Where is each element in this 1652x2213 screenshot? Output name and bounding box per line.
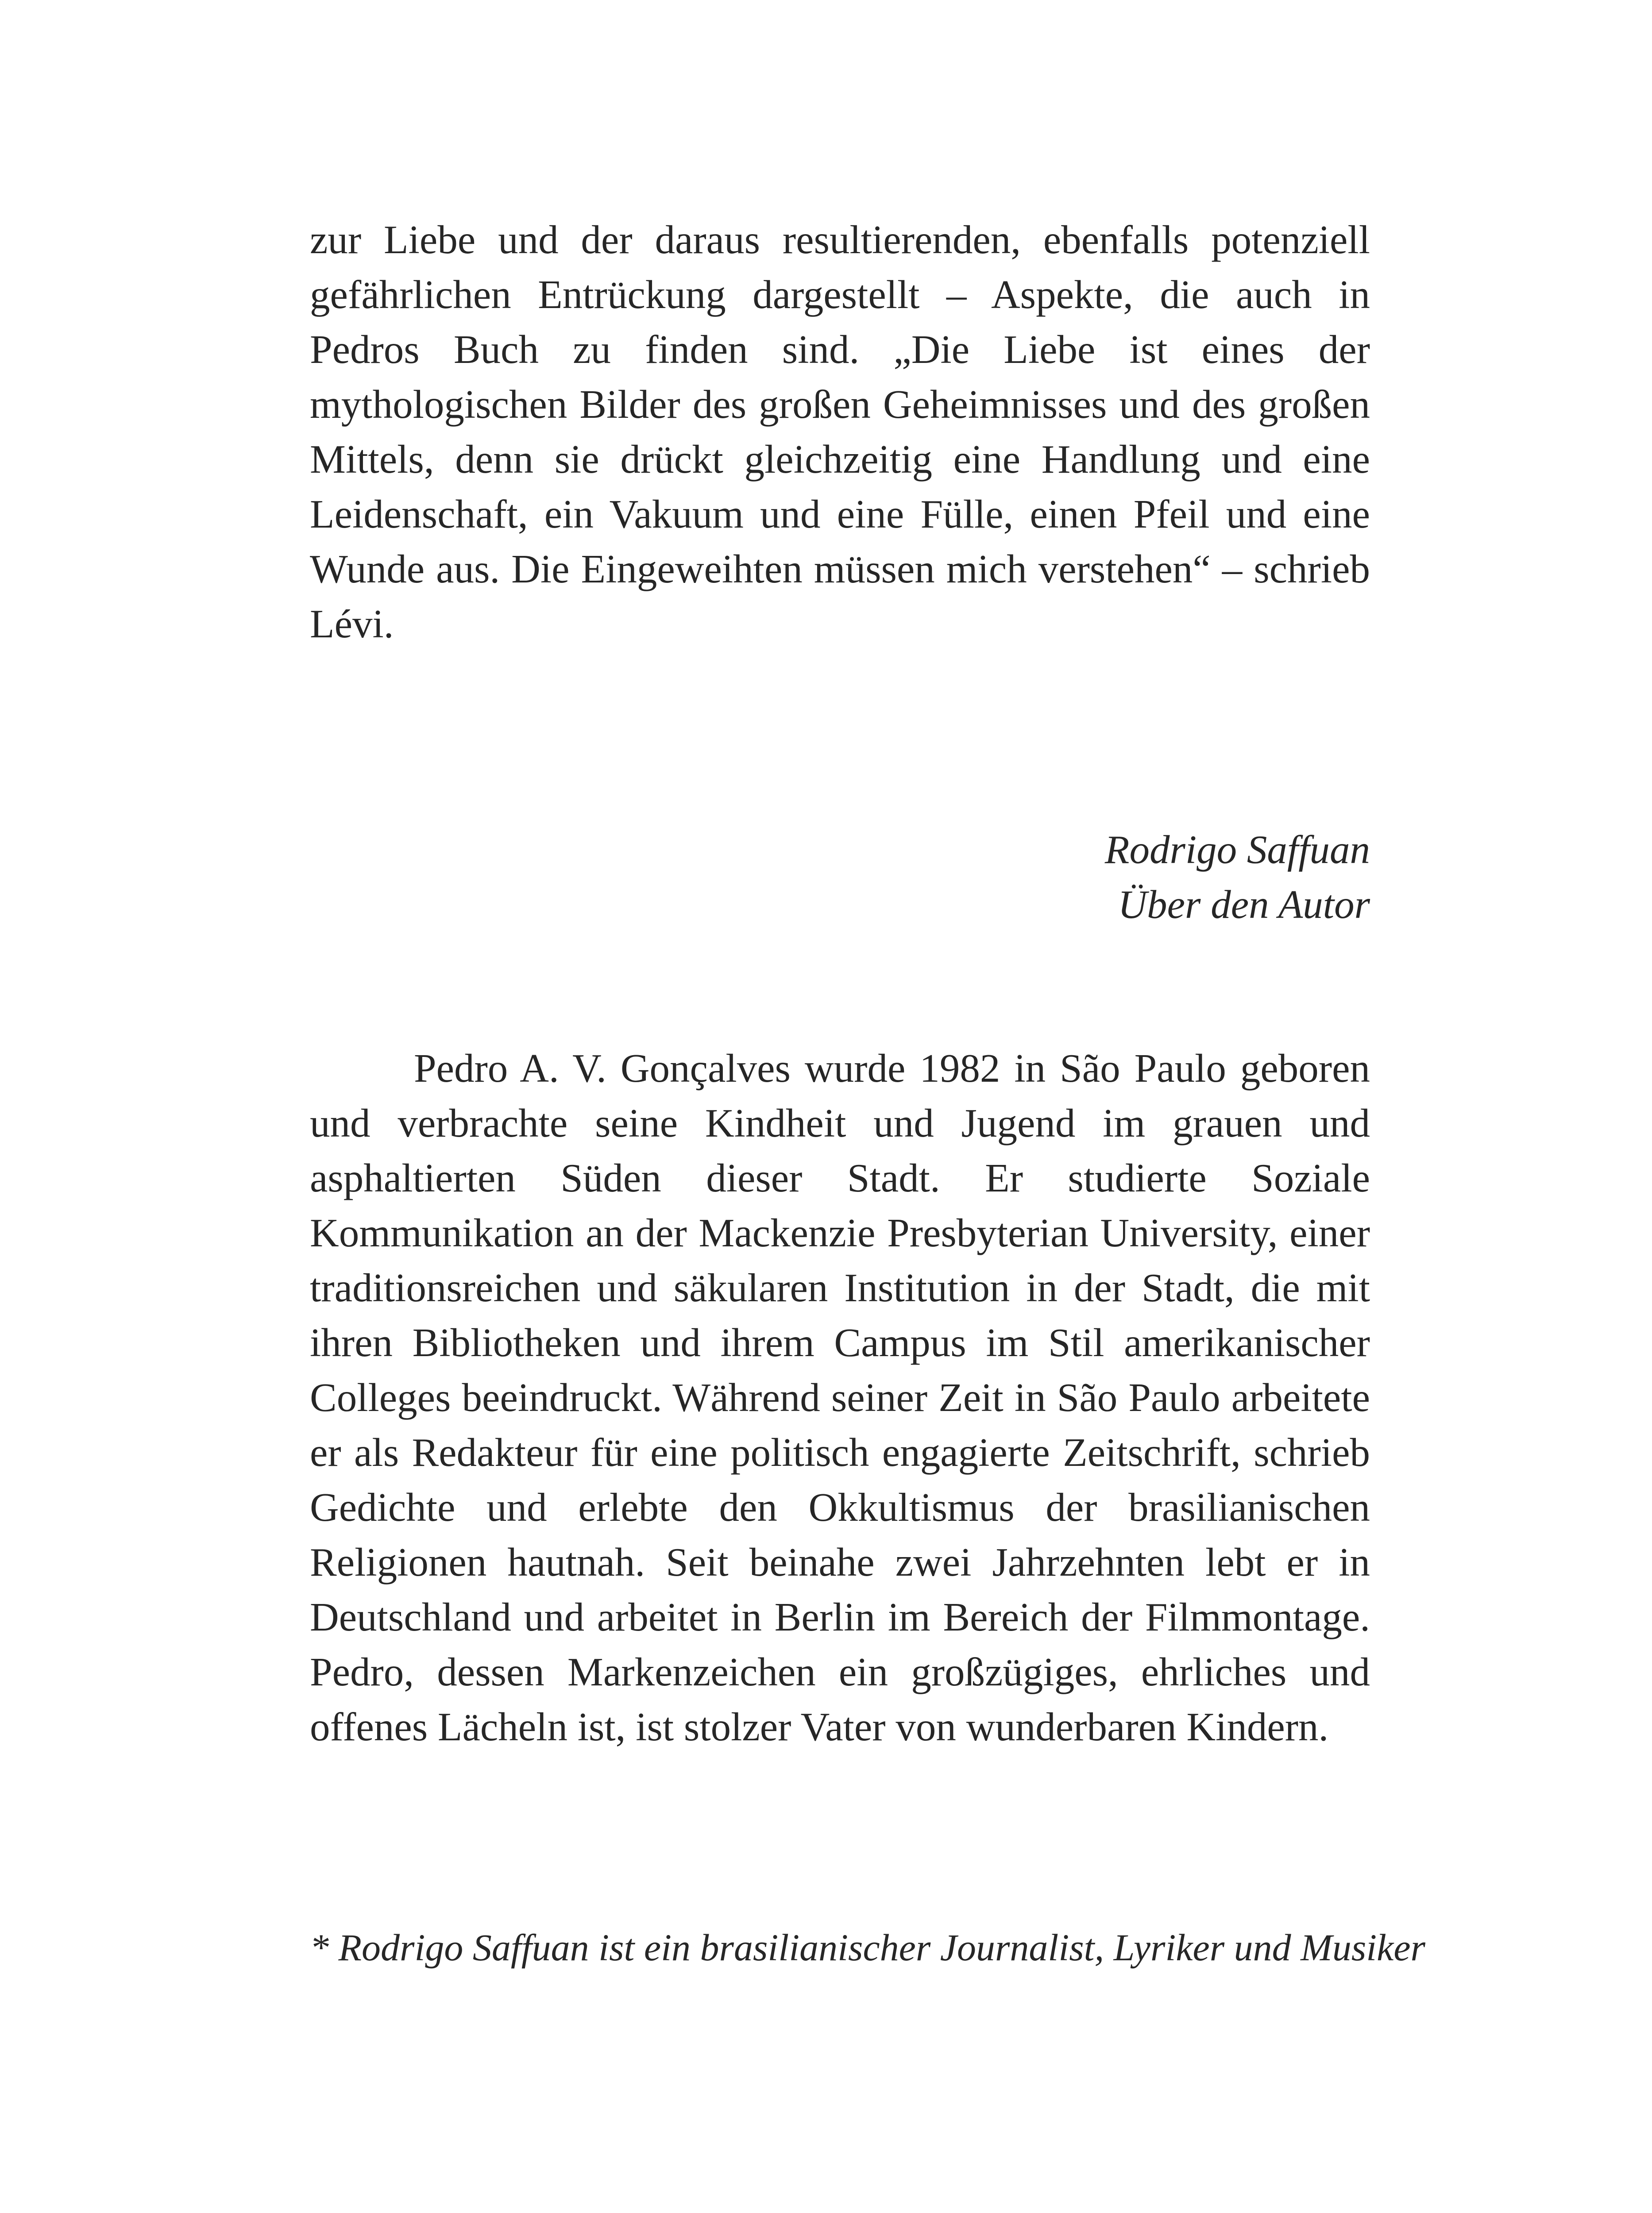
section-title: Über den Autor (1118, 882, 1370, 927)
bio-paragraph: Pedro A. V. Gonçalves wurde 1982 in São Paulo geboren und verbrachte seine Kindheit und Jugend im grauen und asphaltierten Süden dieser Stadt. Er studierte Soziale Kommunikation an der Mackenzie Presbyterian University, einer traditionsreichen und säkularen Institution in der Stadt, die mit ihren Bibliotheken und ihrem Campus im Stil amerikanischer Colleges beeindruckt. Während seiner Zeit in São Paulo arbeitete er als Redakteur für eine politisch engagierte Zeitschrift, schrieb Gedichte und erlebte den Okkultismus der brasilianischen Religionen hautnah. Seit beinahe zwei Jahrzehnten lebt er in Deutschland und arbeitet in Berlin im Bereich der Filmmontage. Pedro, dessen Markenzeichen ein großzügiges, ehrliches und offenes Lächeln ist, ist stolzer Vater von wunderbaren Kindern. (310, 1046, 1370, 1749)
footnote: * Rodrigo Saffuan ist ein brasilianischer Journalist, Lyriker und Musiker (310, 1926, 1425, 1969)
essay-continuation (310, 212, 1370, 652)
essay-paragraph: zur Liebe und der daraus resultierenden, ebenfalls potenziell gefährlichen Entrückung dargestellt – Aspekte, die auch in Pedros Buch zu finden sind. „Die Liebe ist eines der mythologischen Bilder des großen Geheimnisses und des großen Mittels, denn sie drückt gleichzeitig eine Handlung und eine Leidenschaft, ein Vakuum und eine Fülle, einen Pfeil und eine Wunde aus. Die Eingeweihten müssen mich verstehen“ – schrieb Lévi. (310, 217, 1370, 646)
signature-author: Rodrigo Saffuan (1104, 827, 1370, 872)
signature-block (1105, 822, 1370, 932)
author-bio (310, 1041, 1370, 1754)
